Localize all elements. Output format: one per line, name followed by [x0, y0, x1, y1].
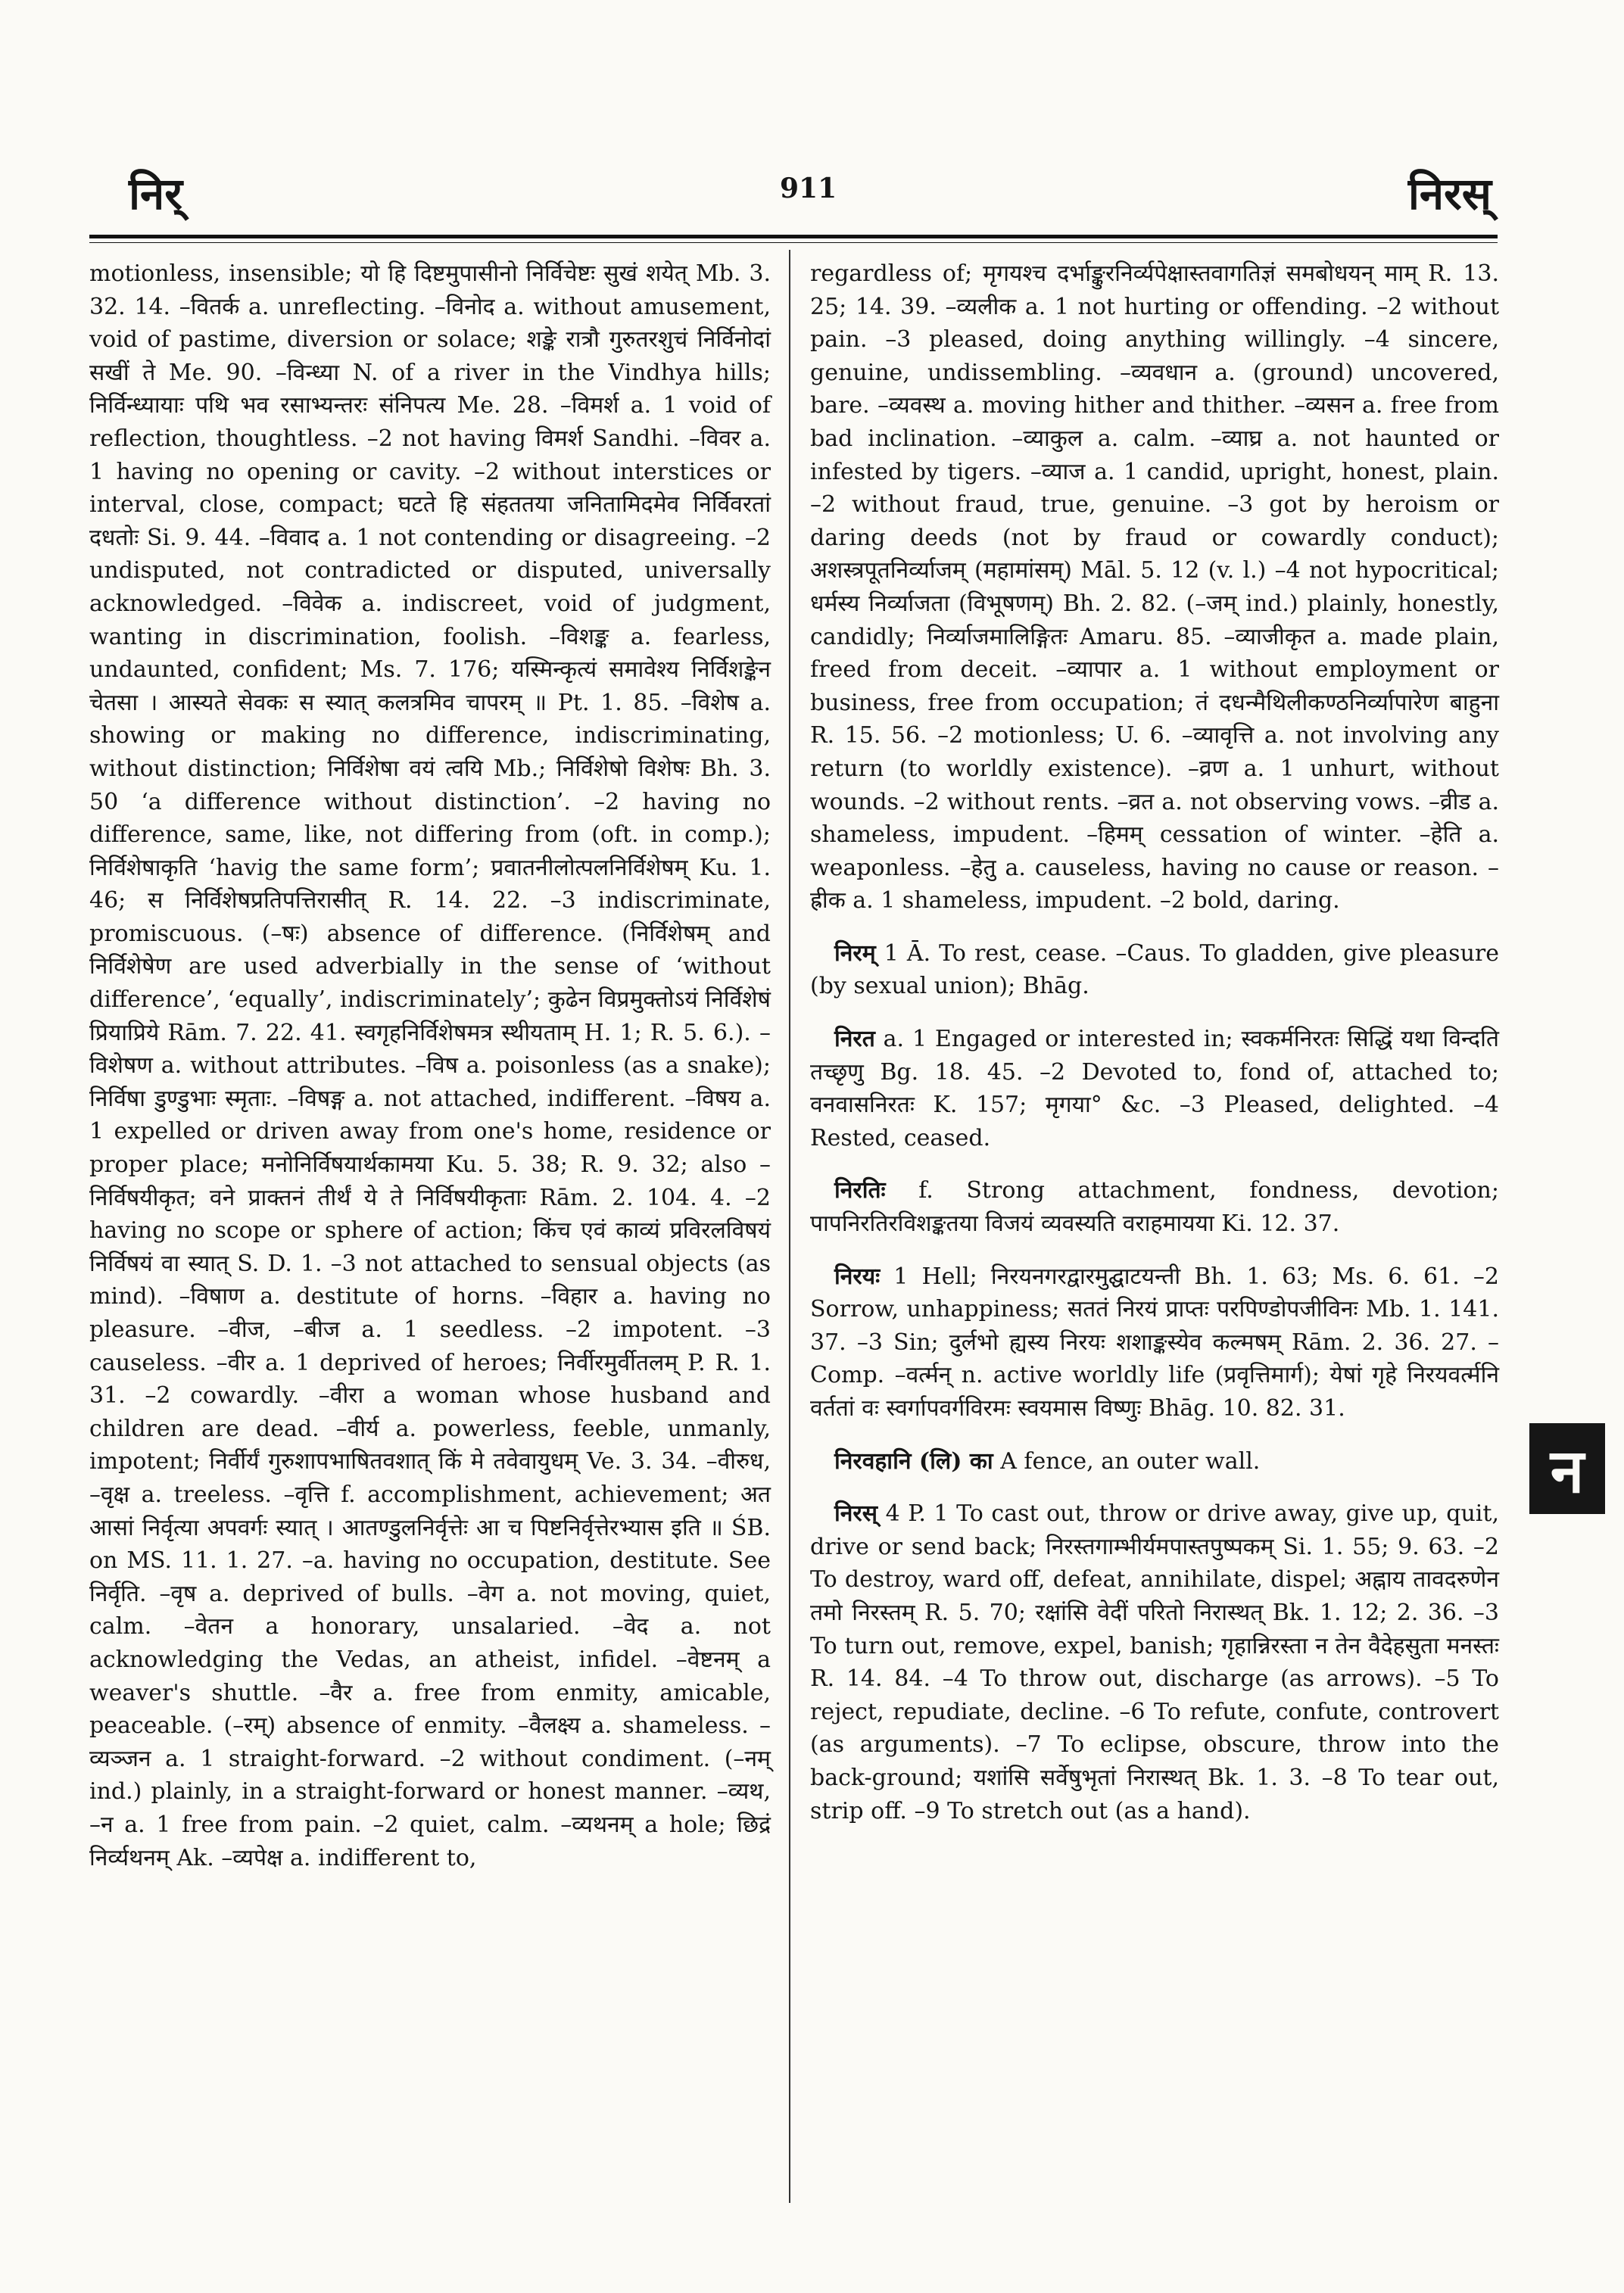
dictionary-entry — [810, 1023, 1499, 1154]
entry-headword: निरम् — [834, 939, 876, 967]
right-column — [810, 257, 1499, 1827]
entry-headword: निरवहानि (लि) का — [834, 1447, 993, 1475]
continuation-text: regardless of; मृगयश्च दर्भाङ्कुरनिर्व्यपेक्षास्तवागतिज्ञं समबोधयन् माम् R. 13. 25; 14. 39. –व्यलीक a. 1 not hurting or offending. –2 without pain. –3 pleased, doing anything willingly. –4 sincere, genuine, undissembling. –व्यवधान a. (ground) uncovered, bare. –व्यवस्थ a. moving hither and thither. –व्यसन a. free from bad inclination. –व्याकुल a. calm. –व्याघ्र a. not haunted or infested by tigers. –व्याज a. 1 candid, upright, honest, plain. –2 without fraud, true, genuine. –3 got by heroism or daring deeds (not by fraud or cowardly conduct); अशस्त्रपूतनिर्व्याजम् (महामांसम्) Māl. 5. 12 (v. l.) –4 not hypocritical; धर्मस्य निर्व्याजता (विभूषणम्) Bh. 2. 82. (–जम् ind.) plainly, honestly, candidly; निर्व्याजमालिङ्गितः Amaru. 85. –व्याजीकृत a. made plain, freed from deceit. –व्यापार a. 1 without employment or business, free from occupation; तं दधन्मैथिलीकण्ठनिर्व्यापारेण बाहुना R. 15. 56. –2 motionless; U. 6. –व्यावृत्ति a. not involving any return (to worldly existence). –व्रण a. 1 unhurt, without wounds. –2 without rents. –व्रत a. not observing vows. –व्रीड a. shameless, impudent. –हिमम् cessation of winter. –हेति a. weaponless. –हेतु a. causeless, having no cause or reason. –ह्रीक a. 1 shameless, impudent. –2 bold, daring. — [810, 260, 1499, 914]
dictionary-entry — [810, 1174, 1499, 1240]
left-column-text: motionless, insensible; यो हि दिष्टमुपासीनो निर्विचेष्टः सुखं शयेत् Mb. 3. 32. 14. –वितर्क a. unreflecting. –विनोद a. without amusement, void of pastime, diversion or solace; शङ्के रात्रौ गुरुतरशुचं निर्विनोदां सखीं ते Me. 90. –विन्ध्या N. of a river in the Vindhya hills; निर्विन्ध्यायाः पथि भव रसाभ्यन्तरः संनिपत्य Me. 28. –विमर्श a. 1 void of reflection, thoughtless. –2 not having विमर्श Sandhi. –विवर a. 1 having no opening or cavity. –2 without interstices or interval, close, compact; घटते हि संहततया जनितामिदमेव निर्विवरतां दधतोः Si. 9. 44. –विवाद a. 1 not contending or disagreeing. –2 undisputed, not contradicted or disputed, universally acknowledged. –विवेक a. indiscreet, void of judgment, wanting in discrimination, foolish. –विशङ्क a. fearless, undaunted, confident; Ms. 7. 176; यस्मिन्कृत्यं समावेश्य निर्विशङ्केन चेतसा । आस्यते सेवकः स स्यात् कलत्रमिव चापरम् ॥ Pt. 1. 85. –विशेष a. showing or making no difference, indiscriminating, without distinction; निर्विशेषा वयं त्वयि Mb.; निर्विशेषो विशेषः Bh. 3. 50 ‘a difference without distinction’. –2 having no difference, same, like, not differing from (oft. in comp.); निर्विशेषाकृति ‘havig the same form’; प्रवातनीलोत्पलनिर्विशेषम् Ku. 1. 46; स निर्विशेषप्रतिपत्तिरासीत् R. 14. 22. –3 indiscriminate, promiscuous. (–षः) absence of difference. (निर्विशेषम् and निर्विशेषेण are used adverbially in the sense of ‘without difference’, ‘equally’, indiscriminately’; कुढेन विप्रमुक्तोऽयं निर्विशेषं प्रियाप्रिये Rām. 7. 22. 41. स्वगृहनिर्विशेषमत्र स्थीयताम् H. 1; R. 5. 6.). –विशेषण a. without attributes. –विष a. poisonless (as a snake); निर्विषा डुण्डुभाः स्मृताः. –विषङ्ग a. not attached, indifferent. –विषय a. 1 expelled or driven away from one's home, residence or proper place; मनोनिर्विषयार्थकामया Ku. 5. 38; R. 9. 32; also –निर्विषयीकृत; वने प्राक्तनं तीर्थं ये ते निर्विषयीकृताः Rām. 2. 104. 4. –2 having no scope or sphere of action; किंच एवं काव्यं प्रविरलविषयं निर्विषयं वा स्यात् S. D. 1. –3 not attached to sensual objects (as mind). –विषाण a. destitute of horns. –विहार a. having no pleasure. –वीज, –बीज a. 1 seedless. –2 impotent. –3 causeless. –वीर a. 1 deprived of heroes; निर्वीरमुर्वीतलम् P. R. 1. 31. –2 cowardly. –वीरा a woman whose husband and children are dead. –वीर्य a. powerless, feeble, unmanly, impotent; निर्वीर्यं गुरुशापभाषितवशात् किं मे तवेवायुधम् Ve. 3. 34. –वीरुध, –वृक्ष a. treeless. –वृत्ति f. accomplishment, achievement; अत आसां निर्वृत्या अपवर्गः स्यात् । आतण्डुलनिर्वृत्तेः आ च पिष्टनिर्वृत्तेरभ्यास इति ॥ ŚB. on MS. 11. 1. 27. –a. having no occupation, destitute. See निर्वृति. –वृष a. deprived of bulls. –वेग a. not moving, quiet, calm. –वेतन a honorary, unsalaried. –वेद a. not acknowledging the Vedas, an atheist, infidel. –वेष्टनम् a weaver's shuttle. –वैर a. free from enmity, amicable, peaceable. (–रम्) absence of enmity. –वैलक्ष्य a. shameless. –व्यञ्जन a. 1 straight-forward. –2 without condiment. (–नम् ind.) plainly, in a straight-forward or honest manner. –व्यथ, –न a. 1 free from pain. –2 quiet, calm. –व्यथनम् a hole; छिद्रं निर्व्यथनम् Ak. –व्यपेक्ष a. indifferent to, — [89, 260, 771, 1871]
thumb-index-tab: न — [1529, 1423, 1605, 1514]
page-number: 911 — [780, 173, 837, 204]
entry-definition: A fence, an outer wall. — [1000, 1447, 1261, 1475]
dictionary-entry — [810, 937, 1499, 1003]
entry-headword: निरत — [834, 1026, 875, 1053]
dictionary-entry — [810, 1260, 1499, 1425]
entry-headword: निरतिः — [834, 1177, 886, 1204]
column-divider — [789, 250, 790, 2203]
dictionary-entry — [810, 1497, 1499, 1827]
entry-definition: f. Strong attachment, fondness, devotion; पापनिरतिरविशङ्कतया विजयं व्यवस्यति वराहमायया Ki. 12. 37. — [810, 1177, 1499, 1238]
left-column — [89, 257, 771, 1874]
dictionary-entry — [810, 1445, 1499, 1478]
header-rule — [89, 235, 1498, 238]
entry-headword: निरयः — [834, 1263, 881, 1290]
entry-definition: 1 Hell; निरयनगरद्वारमुद्घाटयन्ती Bh. 1. 63; Ms. 6. 61. –2 Sorrow, unhappiness; सततं निरयं प्राप्तः परपिण्डोपजीविनः Mb. 1. 141. 37. –3 Sin; दुर्लभो ह्यस्य निरयः शशाङ्कस्येव कल्मषम् Rām. 2. 36. 27. –Comp. –वर्त्मन् n. active worldly life (प्रवृत्तिमार्ग); येषां गृहे निरयवर्त्मनि वर्ततां वः स्वर्गापवर्गविरमः स्वयमास विष्णुः Bhāg. 10. 82. 31. — [810, 1263, 1499, 1422]
entry-definition: 1 Ā. To rest, cease. –Caus. To gladden, give pleasure (by sexual union); Bhāg. — [810, 939, 1499, 1000]
right-guide-word: निरस् — [1407, 168, 1492, 220]
header-rule-thin — [89, 242, 1498, 243]
entry-headword: निरस् — [834, 1500, 877, 1528]
entry-definition: a. 1 Engaged or interested in; स्वकर्मनिरतः सिद्धिं यथा विन्दति तच्छृणु Bg. 18. 45. –2 Devoted to, fond of, attached to; वनवासनिरतः K. 157; मृगया° &c. –3 Pleased, delighted. –4 Rested, ceased. — [810, 1026, 1499, 1151]
entry-definition: 4 P. 1 To cast out, throw or drive away, give up, quit, drive or send back; निरस्तगाम्भीर्यमपास्तपुष्पकम् Si. 1. 55; 9. 63. –2 To destroy, ward off, defeat, annihilate, dispel; अह्नाय तावदरुणेन तमो निरस्तम् R. 5. 70; रक्षांसि वेदीं परितो निरास्थत् Bk. 1. 12; 2. 36. –3 To turn out, remove, expel, banish; गृहान्निरस्ता न तेन वैदेहसुता मनस्तः R. 14. 84. –4 To throw out, discharge (as arrows). –5 To reject, repudiate, decline. –6 To refute, confute, controvert (as arguments). –7 To eclipse, obscure, throw into the back-ground; यशांसि सर्वेषुभृतां निरास्थत् Bk. 1. 3. –8 To tear out, strip off. –9 To stretch out (as a hand). — [810, 1500, 1499, 1824]
left-guide-word: निर् — [129, 168, 182, 220]
